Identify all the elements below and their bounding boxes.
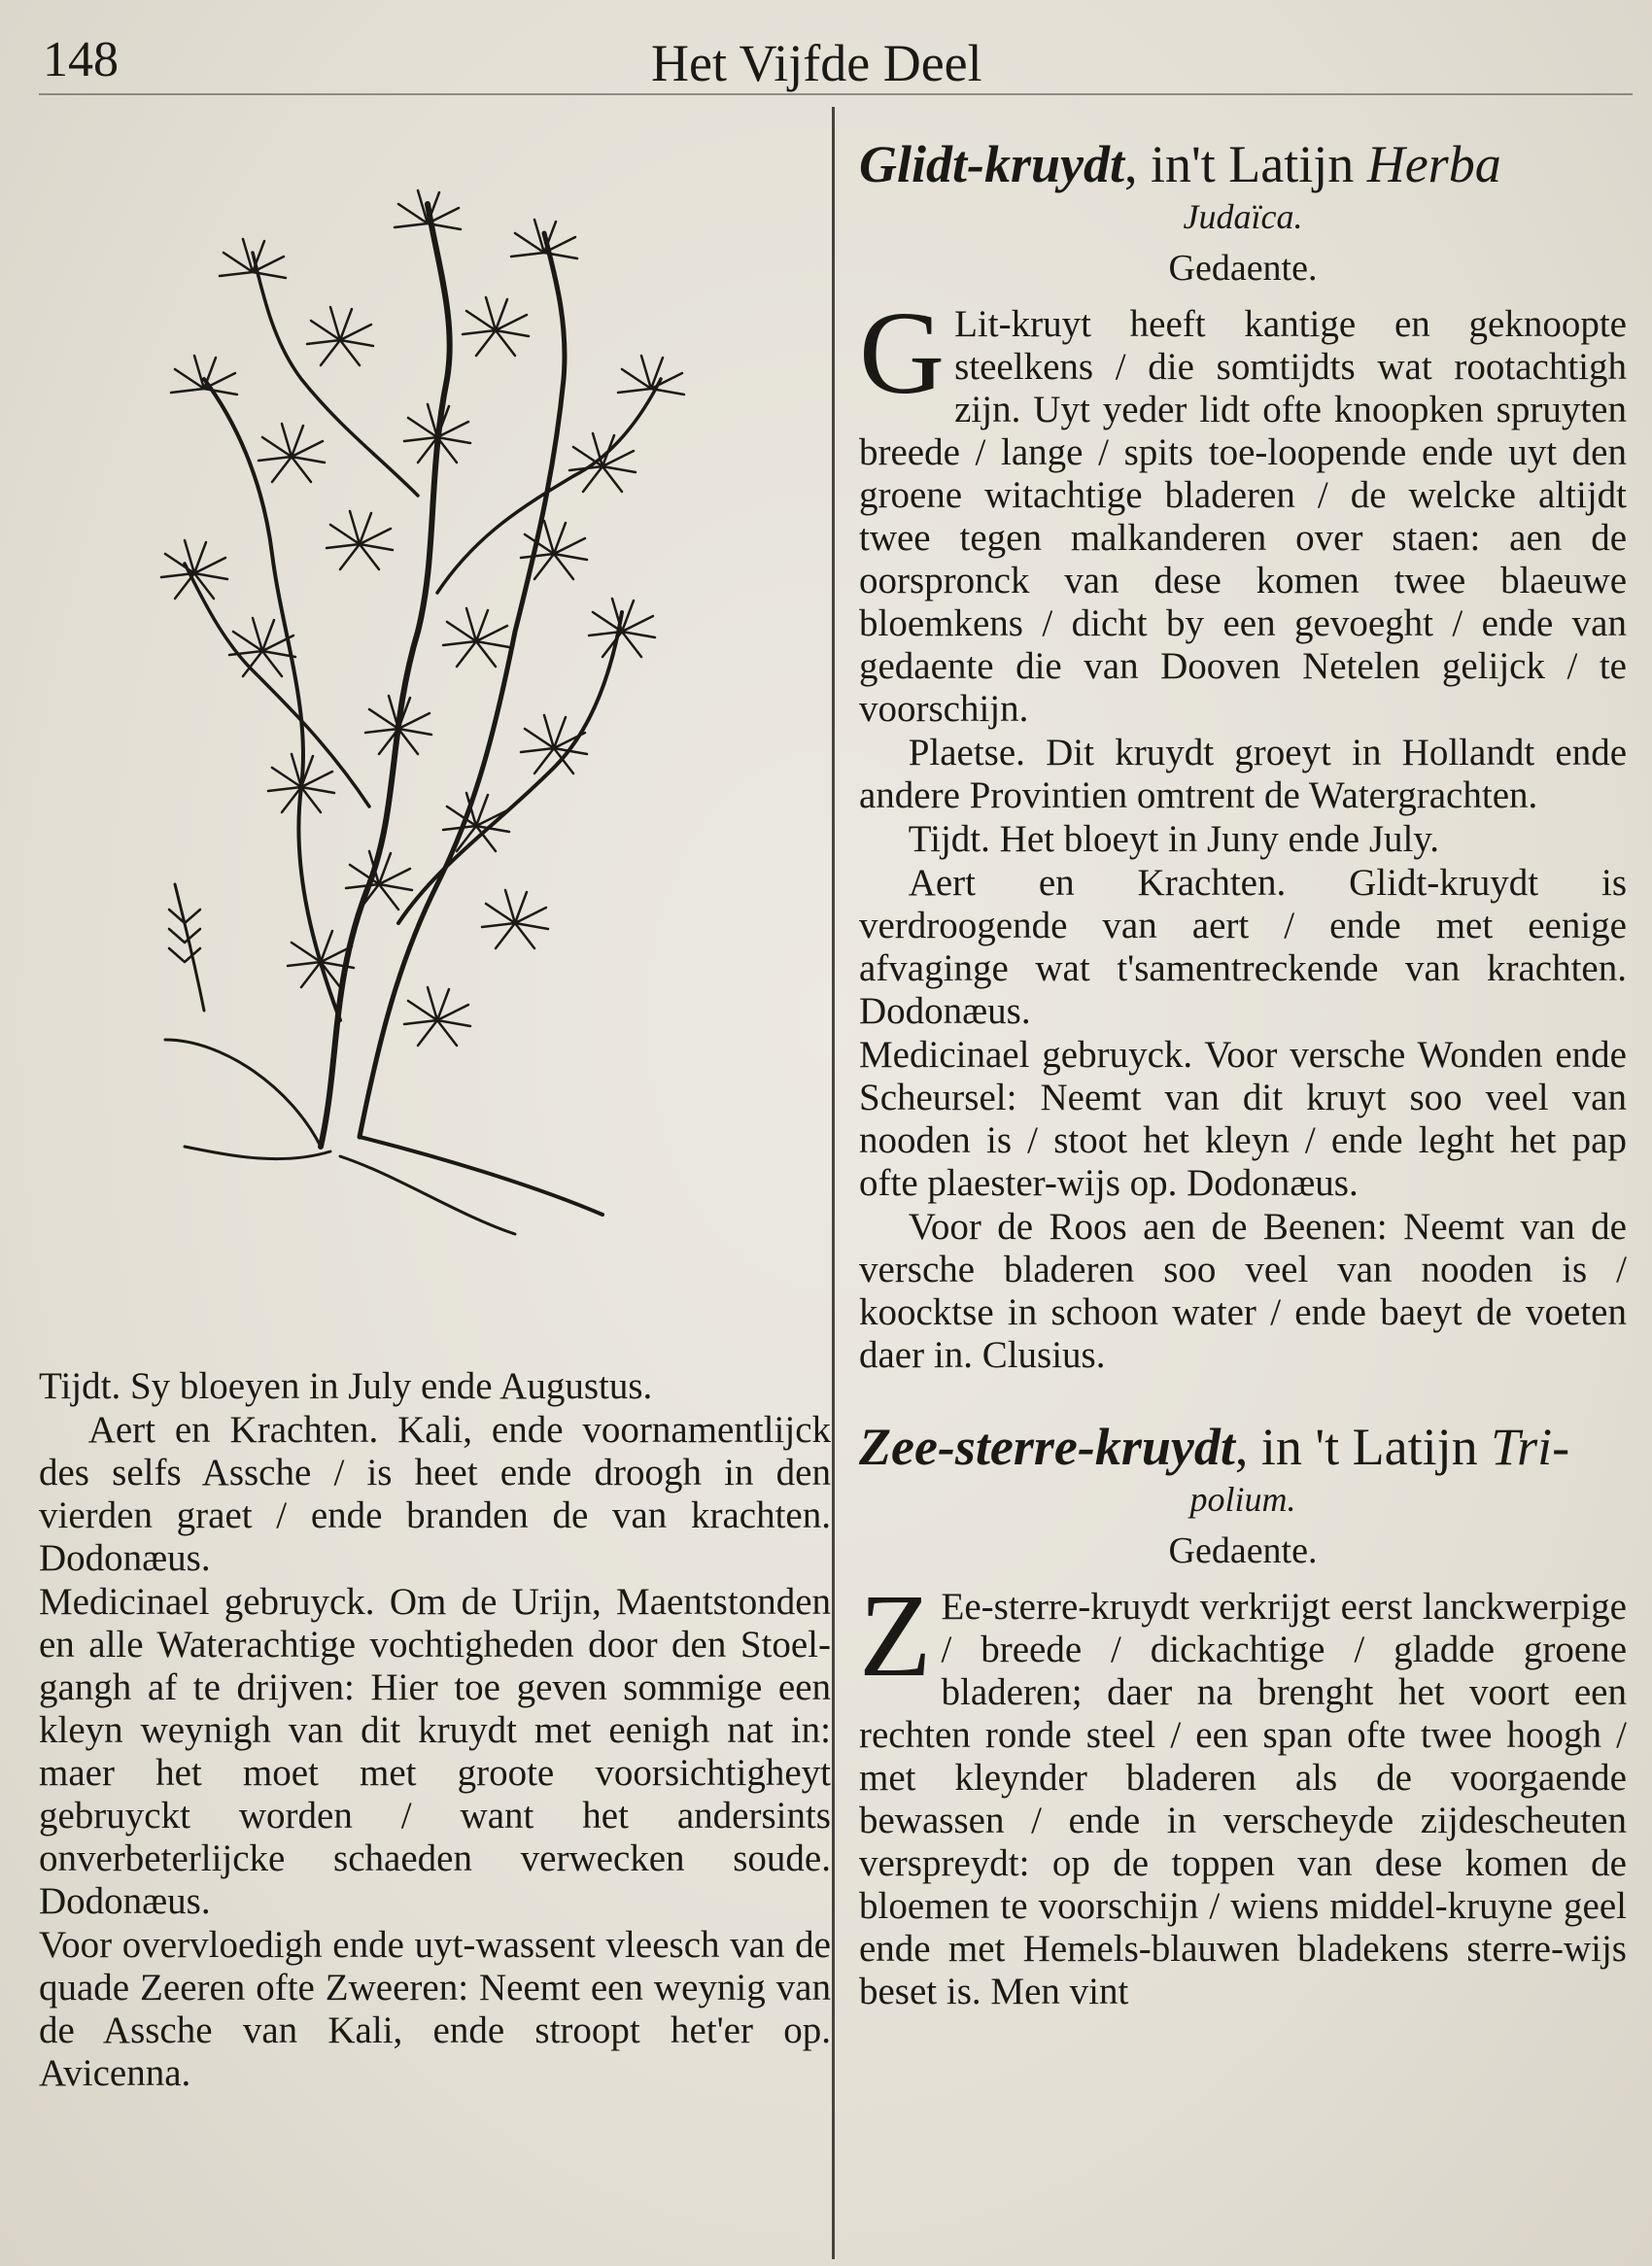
column-divider xyxy=(832,107,835,2259)
page-number: 148 xyxy=(43,32,119,87)
right-paragraph-roos xyxy=(859,1206,1627,1377)
paragraph-text: Glidt-kruydt is verdroogende van aert / ende met eenige afvaginge wat t'samentreckende van krachten. Dodonæus. xyxy=(859,862,1628,1032)
paragraph-text: Kali, ende voornamentlijck des selfs Assche / is heet ende droogh in den vierden graet / ende branden de van krachten. Dodonæus. xyxy=(39,1409,831,1579)
section-subhead-gedaente: Gedaente. xyxy=(1168,1530,1318,1571)
right-paragraph-tijdt xyxy=(859,818,1627,861)
section-subhead-gedaente: Gedaente. xyxy=(1168,248,1318,289)
paragraph-label: Tijdt. xyxy=(908,818,990,860)
paragraph-text: Het bloeyt in Juny ende July. xyxy=(999,818,1440,860)
entry-title-separator: , in't Latijn xyxy=(1124,135,1367,193)
paragraph-text: Dit kruydt groeyt in Hollandt ende andere Provintien omtrent de Watergrachten. xyxy=(859,732,1628,816)
paragraph-label: Medicinael gebruyck. xyxy=(859,1034,1193,1076)
running-head: Het Vijfde Deel xyxy=(651,34,982,92)
entry-description xyxy=(859,288,1627,731)
right-paragraph-aert xyxy=(859,862,1627,1033)
description-text: Ee-sterre-kruydt verkrijgt eerst lanckwerpige / breede / dickachtige / gladde groene bladeren; daer na brenght het voort een rechten ronde steel / een span ofte twee hoogh / met kleynder bladeren als de voorgaende bewassen / ende in verscheyde zijdescheuten verspreydt: op de toppen van dese komen de bloemen te voorschijn / wiens middel-kruyne geel ende met Hemels-blauwen bladekens sterre-wijs beset is. Men vint xyxy=(859,1586,1627,2012)
paragraph-text: Om de Urijn, Maentstonden en alle Waterachtige vochtigheden door den Stoel-gangh af te drijven: Hier toe geven sommige een kleyn weynigh van dit kruydt met eenigh nat in: maer het moet met groote voorsichtigheyt gebruyckt worden / want het andersints onverbeterlijcke schaeden verwecken soude. Dodonæus. xyxy=(39,1581,832,1922)
paragraph-label: Tijdt. xyxy=(39,1365,121,1407)
paragraph-label: Aert en Krachten. xyxy=(908,862,1287,904)
right-column xyxy=(859,136,1627,2014)
entry-name: Glidt-kruydt xyxy=(859,135,1125,193)
paragraph-label: Aert en Krachten. xyxy=(87,1409,379,1451)
entry-latin-name-continued: polium. xyxy=(1189,1480,1296,1519)
entry-description xyxy=(859,1570,1627,2013)
entry-name: Zee-sterre-kruydt xyxy=(859,1418,1235,1476)
entry-title-glidt-kruydt xyxy=(859,136,1627,192)
entry-title-zee-sterre-kruydt xyxy=(859,1419,1627,1475)
plant-woodcut-illustration xyxy=(146,185,690,1244)
paragraph-label: Medicinael gebruyck. xyxy=(39,1581,375,1623)
paragraph-label: Plaetse. xyxy=(908,732,1025,773)
paragraph-text: Voor de Roos aen de Beenen: Neemt van de versche bladeren soo veel van nooden is / koocktse in schoon water / ende baeyt de voeten daer in. Clusius. xyxy=(859,1206,1627,1376)
page-header xyxy=(0,23,1652,91)
drop-cap-letter: G xyxy=(859,288,946,419)
entry-title-separator: , in 't Latijn xyxy=(1234,1418,1492,1476)
entry-latin-name: Tri- xyxy=(1491,1418,1570,1476)
left-paragraph-aert xyxy=(39,1409,831,1580)
left-column xyxy=(39,1365,831,2096)
description-text: Lit-kruyt heeft kantige en geknoopte steelkens / die somtijdts wat rootachtigh zijn. Uyt yeder lidt ofte knoopken spruyten breede / lange / spits toe-loopende ende uyt den groene witachtige bladeren / de welcke altijdt twee tegen malkanderen over staen: aen de oorspronck van dese komen twee blaeuwe bloemkens / dicht by een gevoeght / ende van gedaente die van Dooven Netelen gelijck / te voorschijn. xyxy=(859,303,1627,730)
paragraph-text: Voor versche Wonden ende Scheursel: Neemt van dit kruyt soo veel van nooden is / stoot het kleyn / ende leght het pap ofte plaester-wijs op. Dodonæus. xyxy=(859,1034,1627,1204)
right-paragraph-medicinael xyxy=(859,1034,1627,1205)
entry-latin-name-continued: Judaïca. xyxy=(1183,197,1303,236)
paragraph-text: Voor overvloedigh ende uyt-wassent vleesch van de quade Zeeren ofte Zweeren: Neemt een weynig van de Assche van Kali, ende stroopt het'er op. Avicenna. xyxy=(39,1924,831,2094)
left-paragraph-medicinael xyxy=(39,1581,831,1923)
left-paragraph-tijdt xyxy=(39,1365,831,1408)
left-paragraph-voor-overvloedigh xyxy=(39,1924,831,2095)
entry-latin-name: Herba xyxy=(1366,135,1501,193)
header-rule xyxy=(39,93,1633,95)
right-paragraph-plaetse xyxy=(859,732,1627,817)
paragraph-text: Sy bloeyen in July ende Augustus. xyxy=(129,1365,653,1407)
drop-cap-letter: Z xyxy=(859,1570,932,1701)
